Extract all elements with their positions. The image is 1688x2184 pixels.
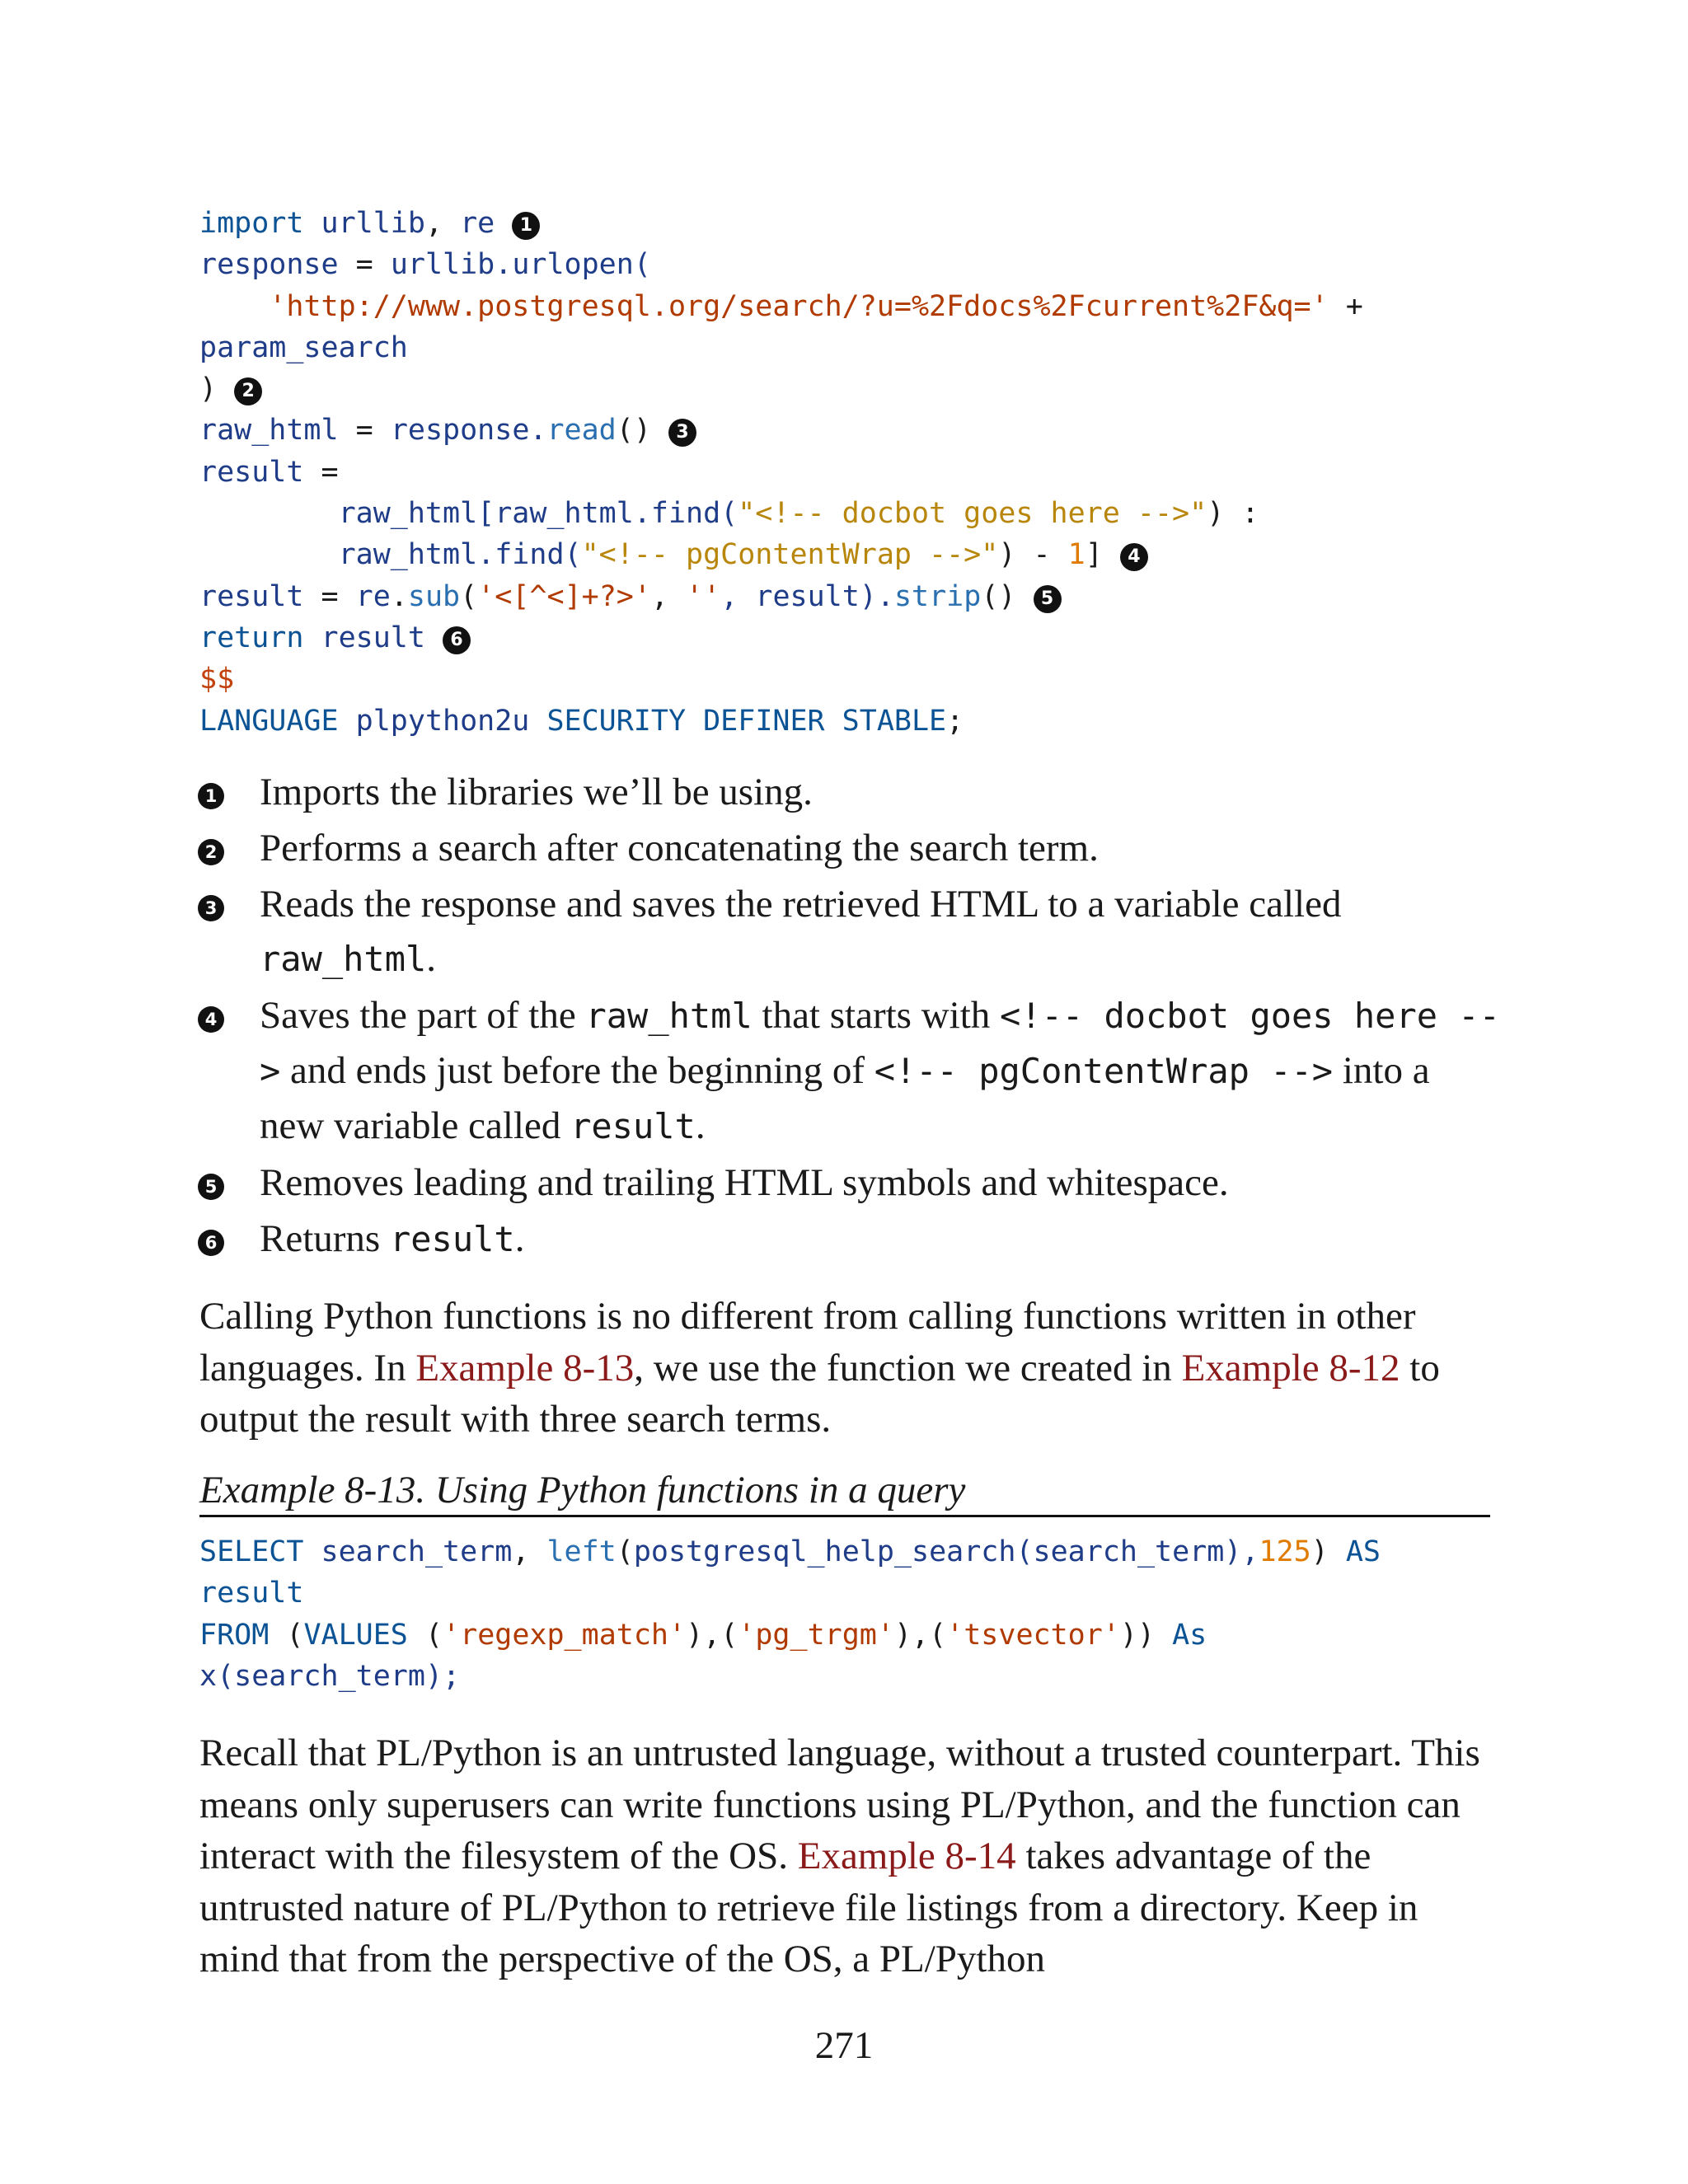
callout-marker-icon: 6 [443,626,471,654]
inline-code: <!-- pgContentWrap --> [874,1051,1334,1091]
inline-code: result [389,1219,515,1259]
callout-text: Performs a search after concatenating the search term. [260,827,1099,869]
code-token: , [424,207,443,240]
inline-code: result [570,1106,696,1146]
example-caption: Example 8-13. Using Python functions in a query [199,1465,1490,1517]
callout-text: . [426,937,437,980]
code-token: ; [946,704,964,738]
code-token: x [199,1659,218,1693]
callout-text: . [695,1104,706,1147]
paragraph-text: , we use the function we created in [634,1346,1172,1390]
code-token: ) - [998,538,1068,572]
body-paragraph [199,1727,1502,1985]
callout-marker-icon: 3 [668,419,696,447]
code-token: read [546,414,617,448]
code-token: re [460,207,495,240]
callout-marker-icon: 1 [198,783,224,809]
callout-item [198,988,1500,1154]
code-token: VALUES [303,1618,408,1652]
paragraph-text: takes advantage of the untrusted nature of PL/Python to retrieve file listings from a directory. Keep in mind that from the perspective of the OS, a PL/Python [199,1835,1418,1980]
callout-text: Reads the response and saves the retrieved HTML to a variable called [260,883,1342,926]
code-token: LANGUAGE [199,704,339,738]
callout-marker-icon: 2 [198,839,224,865]
code-token: 1 [1067,538,1085,572]
code-token: ) [199,373,218,406]
code-token: raw_html [199,414,339,448]
code-token: ( [407,1618,443,1652]
code-token: raw_html[raw_html.find( [338,497,738,531]
code-token: SELECT [199,1535,304,1568]
code-token: 'tsvector' [946,1618,1120,1652]
code-token: response. [390,414,547,448]
code-token: result [321,621,425,654]
code-token: result [199,455,304,489]
code-token: '' [686,579,721,613]
code-token: , [650,579,687,613]
callout-text: and ends just before the beginning of [290,1049,865,1092]
code-token: ] [1085,538,1103,572]
callout-list [198,765,1500,1268]
code-token: AS [1345,1535,1381,1568]
python-code-block [199,203,1363,742]
code-token: + [1345,289,1363,323]
code-token: () [616,414,651,448]
code-token: ),( [686,1618,738,1652]
callout-text: Returns [260,1217,381,1260]
code-token: FROM [199,1618,270,1652]
callout-marker-icon: 3 [198,895,224,921]
paragraph-text: to output the result with three search terms. [199,1346,1440,1441]
code-token: . [390,579,408,613]
code-token: return [199,621,304,654]
code-token: import [199,207,304,240]
code-token: urllib [321,207,425,240]
code-token: , result). [720,579,894,613]
callout-item [198,765,1500,819]
code-token: re [355,579,391,613]
code-token: As [1172,1618,1207,1652]
code-token: SECURITY DEFINER STABLE [546,704,947,738]
example-8-14-link[interactable]: Example 8-14 [797,1835,1016,1877]
code-token: ),( [893,1618,947,1652]
callout-marker-icon: 6 [198,1230,224,1256]
code-token: ( [286,1618,304,1652]
code-token: = [321,455,339,489]
inline-code: raw_html [585,996,753,1036]
callout-marker-icon: 4 [1120,543,1148,571]
callout-text: into a new variable called [260,1049,1430,1147]
code-token: "<!-- docbot goes here -->" [738,497,1207,531]
example-8-12-link[interactable]: Example 8-12 [1181,1346,1400,1390]
callout-marker-icon: 4 [198,1006,224,1033]
inline-code: raw_html [260,939,427,979]
example-8-13-link[interactable]: Example 8-13 [415,1346,635,1390]
callout-item [198,821,1500,875]
code-token: (search_term), [1015,1535,1259,1568]
code-token: = [355,248,373,282]
code-token: param_search [199,330,408,364]
code-token: result [199,579,304,613]
code-token: 'pg_trgm' [738,1618,894,1652]
code-token: sub [407,579,461,613]
callout-item [198,1212,1500,1267]
code-token: $$ [199,663,235,696]
code-token: urllib.urlopen( [390,248,651,282]
code-token: , [512,1535,530,1568]
code-token: )) [1119,1618,1156,1652]
code-token: '<[^<]+?>' [477,579,651,613]
inline-code: <!-- docbot goes here --> [260,996,1500,1091]
callout-text: that starts with [762,994,991,1037]
code-token: (search_term); [217,1659,461,1693]
callout-text: Saves the part of the [260,994,576,1037]
code-token: strip [893,579,982,613]
callout-marker-icon: 5 [198,1174,224,1200]
code-token: () [981,579,1016,613]
code-token: plpython2u [355,704,530,738]
code-token: 'http://www.postgresql.org/search/?u=%2Fdocs%2Fcurrent%2F&q=' [269,289,1329,323]
code-token: ) : [1207,497,1259,531]
code-token: = [355,414,373,448]
paragraph-text: Recall that PL/Python is an untrusted language, without a trusted counterpart. This means only superusers can write functions using PL/Python, and the function can interact with the filesystem of the OS. [199,1732,1480,1877]
page-number: 271 [814,2024,874,2067]
callout-text: . [514,1217,525,1260]
callout-text: Imports the libraries we’ll be using. [260,771,813,813]
code-token: left [546,1535,617,1568]
body-paragraph [199,1291,1502,1446]
sql-code-block [199,1531,1381,1697]
code-token: ) [1311,1535,1329,1568]
paragraph-text: Calling Python functions is no different from calling functions written in other languages. In [199,1295,1416,1390]
code-token: "<!-- pgContentWrap -->" [581,538,999,572]
callout-marker-icon: 2 [234,377,262,405]
callout-marker-icon: 1 [512,212,540,240]
callout-item [198,877,1500,987]
code-token: postgresql_help_search [633,1535,1016,1568]
code-token: search_term [321,1535,513,1568]
callout-marker-icon: 5 [1034,585,1062,613]
code-token: ( [460,579,478,613]
code-token: = [321,579,339,613]
code-token: ( [616,1535,634,1568]
code-token: 125 [1259,1535,1311,1568]
callout-text: Removes leading and trailing HTML symbols and whitespace. [260,1161,1229,1204]
callout-item [198,1155,1500,1210]
code-token: 'regexp_match' [443,1618,687,1652]
code-token: result [199,1577,304,1610]
code-token: response [199,248,339,282]
code-token: raw_html.find( [338,538,582,572]
